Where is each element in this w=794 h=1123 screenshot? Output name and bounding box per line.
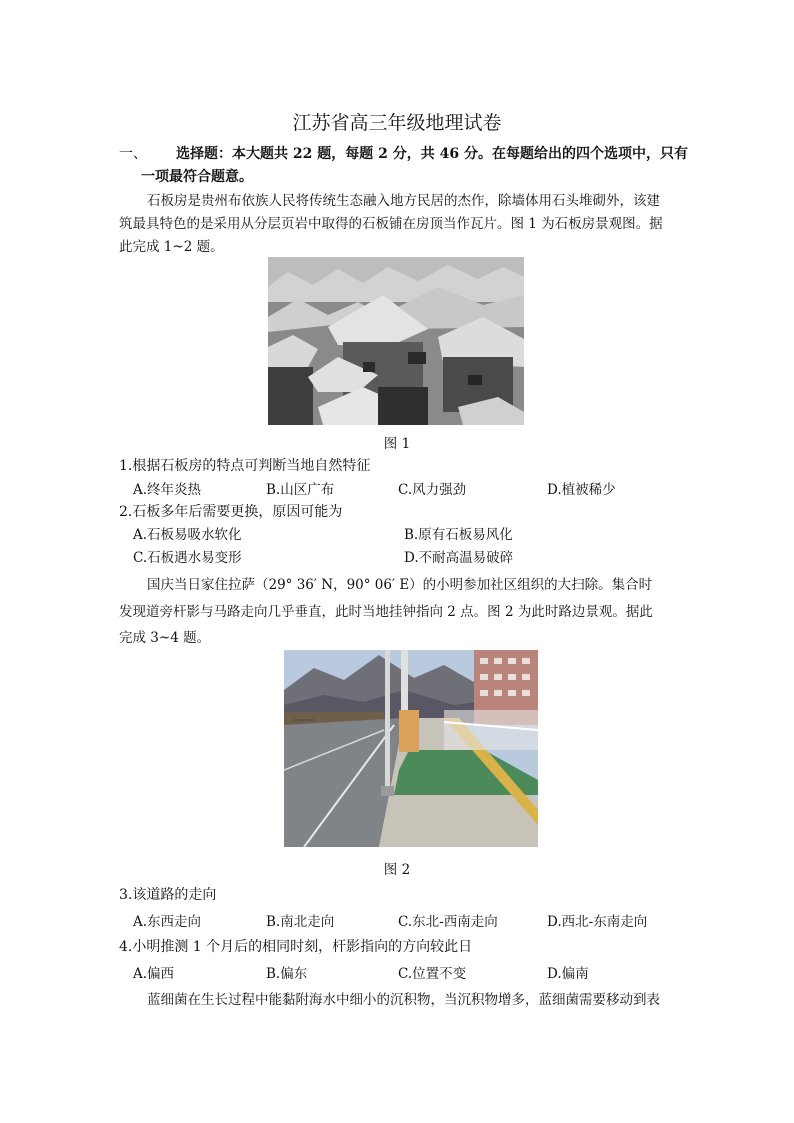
question1-option-c[interactable]: C.风力强劲	[398, 482, 467, 498]
question1-option-a[interactable]: A.终年炎热	[133, 482, 202, 498]
question3-option-a[interactable]: A.东西走向	[133, 914, 202, 930]
passage1-line2: 筑最具特色的是采用从分层页岩中取得的石板铺在房顶当作瓦片。图 1 为石板房景观图。据	[119, 216, 663, 232]
passage1-line1: 石板房是贵州布依族人民将传统生态融入地方民居的杰作，除墙体用石头堆砌外，该建	[147, 193, 660, 209]
section-heading-line2: 一项最符合题意。	[141, 169, 253, 185]
question3-stem: 3.该道路的走向	[119, 887, 217, 903]
passage2-line3: 完成 3~4 题。	[119, 630, 211, 646]
figure2-caption: 图 2	[383, 862, 411, 878]
page-title: 江苏省高三年级地理试卷	[292, 112, 502, 134]
passage2-line1: 国庆当日家住拉萨（29° 36′ N，90° 06′ E）的小明参加社区组织的大扫除。集合时	[147, 577, 653, 593]
question2-option-b[interactable]: B.原有石板易风化	[404, 527, 513, 543]
question1-option-b[interactable]: B.山区广布	[266, 482, 335, 498]
question3-option-d[interactable]: D.西北-东南走向	[547, 914, 648, 930]
question4-option-d[interactable]: D.偏南	[547, 966, 589, 982]
question4-option-b[interactable]: B.偏东	[266, 966, 308, 982]
passage3-line1: 蓝细菌在生长过程中能黏附海水中细小的沉积物，当沉积物增多，蓝细菌需要移动到表	[147, 992, 660, 1008]
passage2-line2: 发现道旁杆影与马路走向几乎垂直，此时当地挂钟指向 2 点。图 2 为此时路边景观。据此	[119, 604, 653, 620]
question2-option-c[interactable]: C.石板遇水易变形	[133, 550, 242, 566]
question1-stem: 1.根据石板房的特点可判断当地自然特征	[119, 458, 371, 474]
figure1-caption: 图 1	[383, 436, 411, 452]
question4-option-a[interactable]: A.偏西	[133, 966, 175, 982]
question3-option-c[interactable]: C.东北-西南走向	[398, 914, 498, 930]
figure1-stone-houses-photo	[268, 257, 524, 425]
question4-option-c[interactable]: C.位置不变	[398, 966, 467, 982]
question2-stem: 2.石板多年后需要更换，原因可能为	[119, 504, 343, 520]
section-number: 一、	[119, 146, 147, 162]
section-heading-line1: 选择题：本大题共 22 题，每题 2 分，共 46 分。在每题给出的四个选项中，只有	[176, 146, 688, 162]
question2-option-d[interactable]: D.不耐高温易破碎	[404, 550, 514, 566]
question1-option-d[interactable]: D.植被稀少	[547, 482, 616, 498]
figure2-roadside-photo	[284, 650, 538, 847]
question4-stem: 4.小明推测 1 个月后的相同时刻，杆影指向的方向较此日	[119, 939, 473, 955]
question3-option-b[interactable]: B.南北走向	[266, 914, 335, 930]
passage1-line3: 此完成 1~2 题。	[119, 239, 224, 255]
question2-option-a[interactable]: A.石板易吸水软化	[133, 527, 242, 543]
